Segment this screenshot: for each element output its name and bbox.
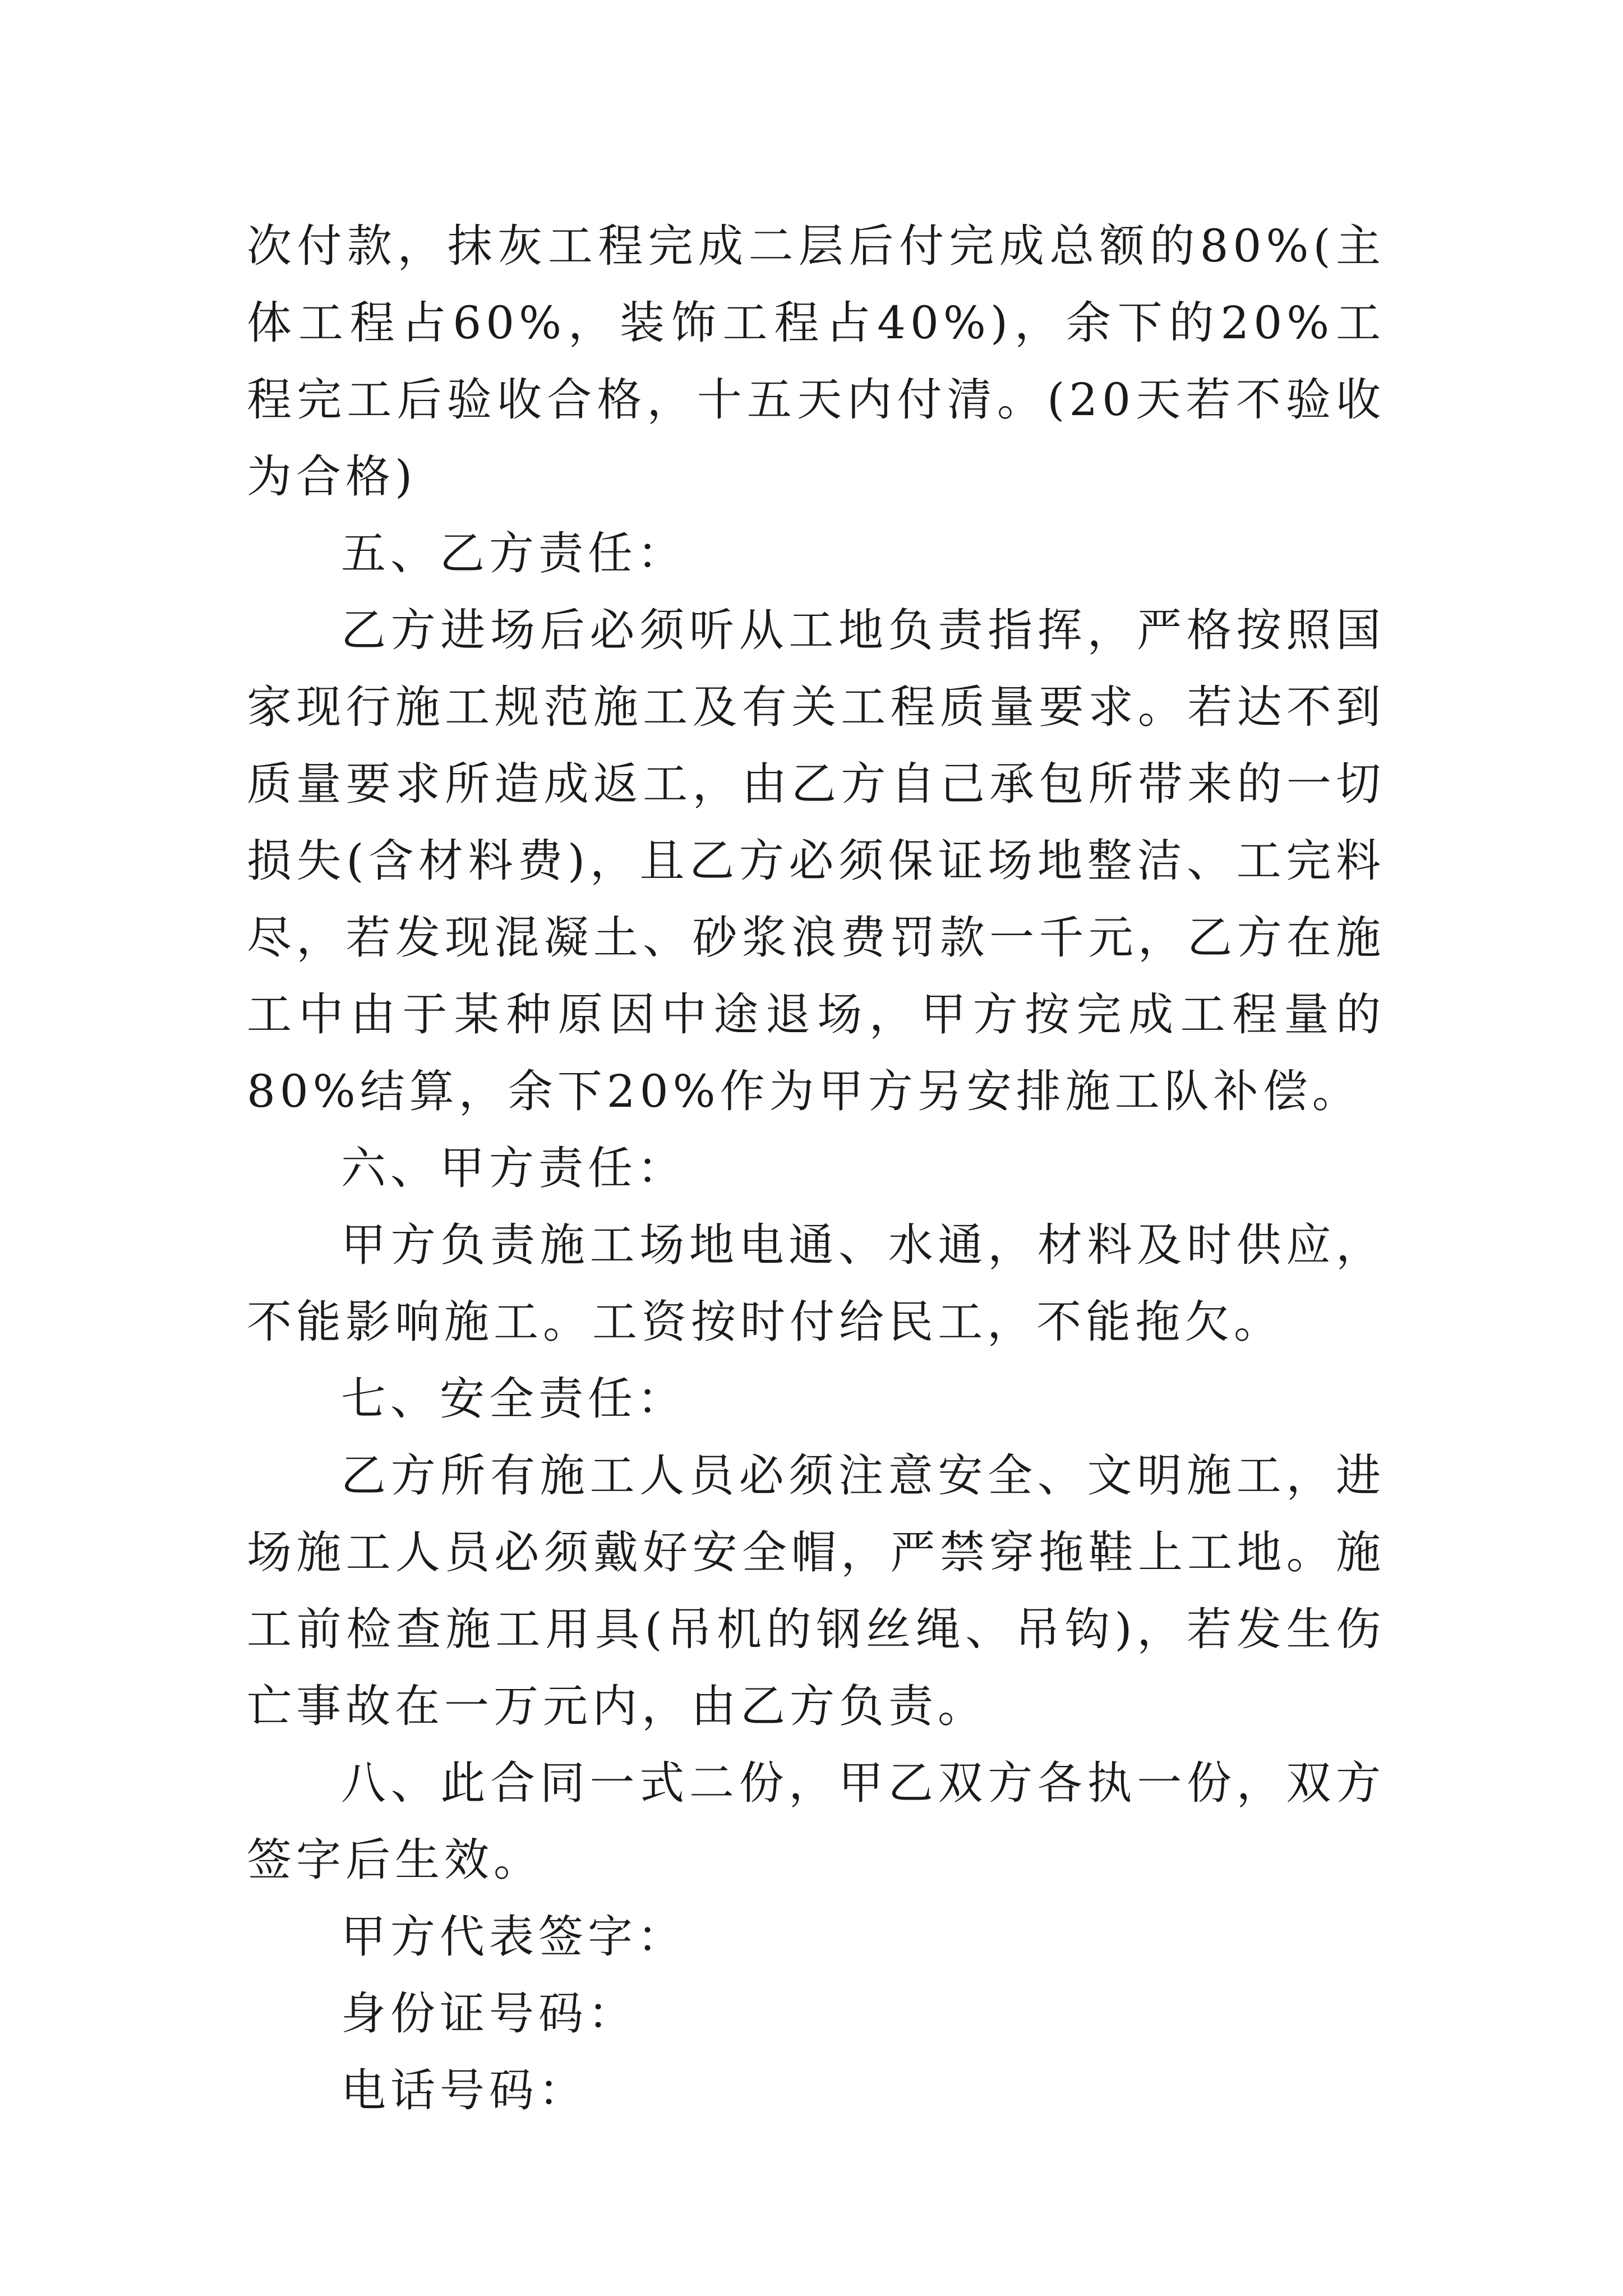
paragraph-payment-terms: 次付款，抹灰工程完成二层后付完成总额的80%(主体工程占60%，装饰工程占40%)，余下的20%工程完工后验收合格，十五天内付清。(20天若不验收为合格) [247, 220, 1385, 503]
paragraph-party-b-responsibility: 乙方进场后必须听从工地负责指挥，严格按照国家现行施工规范施工及有关工程质量要求。若达不到质量要求所造成返工，由乙方自己承包所带来的一切损失(含材料费)，且乙方必须保证场地整洁、工完料尽，若发现混凝土、砂浆浪费罚款一千元，乙方在施工中由于某种原因中途退场，甲方按完成工程量的80%结算，余下20%作为甲方另安排施工队补偿。 [247, 604, 1385, 1117]
paragraph-contract-copies: 八、此合同一式二份，甲乙双方各执一份，双方签字后生效。 [247, 1757, 1385, 1886]
field-phone-number: 电话号码： [341, 2064, 588, 2116]
field-id-number: 身份证号码： [341, 1987, 637, 2040]
field-party-a-signature: 甲方代表签字： [341, 1911, 686, 1963]
heading-party-b-responsibility: 五、乙方责任： [341, 527, 686, 579]
heading-safety-responsibility: 七、安全责任： [341, 1373, 686, 1425]
document-body [247, 208, 1385, 2129]
heading-party-a-responsibility: 六、甲方责任： [341, 1142, 686, 1194]
paragraph-party-a-responsibility: 甲方负责施工场地电通、水通，材料及时供应，不能影响施工。工资按时付给民工，不能拖欠。 [247, 1219, 1385, 1348]
paragraph-safety-responsibility: 乙方所有施工人员必须注意安全、文明施工，进场施工人员必须戴好安全帽，严禁穿拖鞋上工地。施工前检查施工用具(吊机的钢丝绳、吊钩)，若发生伤亡事故在一万元内，由乙方负责。 [247, 1450, 1385, 1732]
